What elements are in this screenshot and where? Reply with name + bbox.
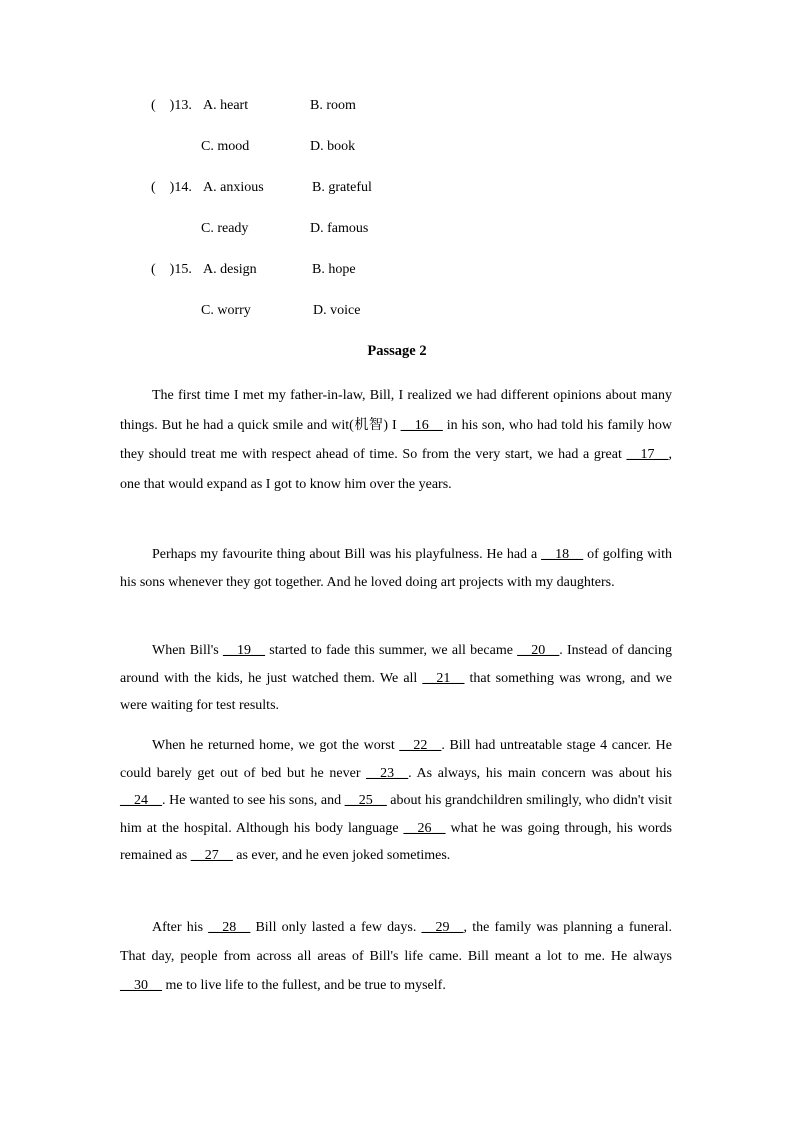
paragraph-text: as ever, and he even joked sometimes. xyxy=(232,848,451,863)
paragraph-text: Bill only lasted a few days. xyxy=(250,920,422,935)
blank-21[interactable]: __21__ xyxy=(422,670,465,686)
blank-26[interactable]: __26__ xyxy=(403,820,446,836)
question-14-option-b[interactable]: B. grateful xyxy=(312,180,372,195)
passage-paragraph-3 xyxy=(120,637,672,720)
paragraph-text: , the family was planning a funeral. That day, people from across all areas of Bill's life came. Bill meant a lot to me. He always xyxy=(120,920,672,964)
blank-30[interactable]: __30__ xyxy=(120,978,162,993)
paragraph-text: Perhaps my favourite thing about Bill was his playfulness. He had a xyxy=(152,547,542,562)
paragraph-text: When he returned home, we got the worst xyxy=(152,738,400,753)
paragraph-text: me to live life to the fullest, and be true to myself. xyxy=(162,978,446,993)
question-13-option-a[interactable]: A. heart xyxy=(203,98,249,113)
question-14-option-c[interactable]: C. ready xyxy=(201,221,249,236)
question-15-option-a[interactable]: A. design xyxy=(203,262,257,277)
paragraph-text: . Instead of dancing around with the kids, he just watched them. We all xyxy=(120,643,672,686)
paragraph-text: When Bill's xyxy=(152,643,223,658)
passage-paragraph-2 xyxy=(120,541,672,596)
blank-20[interactable]: __20__ xyxy=(517,643,560,658)
passage-paragraph-4 xyxy=(120,732,672,870)
paragraph-text: about his grandchildren smilingly, who didn't visit him at the hospital. Although his body language xyxy=(120,793,673,836)
blank-22[interactable]: __22__ xyxy=(399,738,442,753)
question-13-option-d[interactable]: D. book xyxy=(310,139,356,154)
paragraph-text: . Bill had untreatable stage 4 cancer. He could barely get out of bed but he never xyxy=(120,738,672,781)
paragraph-text: started to fade this summer, we all became xyxy=(264,643,518,658)
question-15-option-c[interactable]: C. worry xyxy=(201,303,251,318)
blank-25[interactable]: __25__ xyxy=(344,793,387,808)
paragraph-text: that something was wrong, and we were waiting for test results. xyxy=(120,670,672,713)
paragraph-text: . As always, his main concern was about his xyxy=(408,765,672,781)
paragraph-text: of golfing with his sons whenever they got together. And he loved doing art projects with my daughters. xyxy=(120,547,672,590)
question-13-option-b[interactable]: B. room xyxy=(310,98,356,113)
passage-paragraph-1 xyxy=(120,381,672,499)
paragraph-text: what he was going through, his words remained as xyxy=(120,820,672,863)
question-13-number: ( )13. xyxy=(151,98,192,113)
blank-24[interactable]: __24__ xyxy=(120,793,162,808)
passage-paragraph-5 xyxy=(120,913,672,1000)
question-15-number: ( )15. xyxy=(151,262,192,277)
paragraph-text: , one that would expand as I got to know him over the years. xyxy=(120,447,672,492)
blank-28[interactable]: __28__ xyxy=(208,920,251,935)
blank-19[interactable]: __19__ xyxy=(222,643,265,658)
question-14-option-d[interactable]: D. famous xyxy=(310,221,369,236)
paragraph-text: in his son, who had told his family how they should treat me with respect ahead of time. So from the very start, we had a great xyxy=(120,417,672,462)
paragraph-text: . He wanted to see his sons, and xyxy=(162,793,345,808)
blank-18[interactable]: __18__ xyxy=(541,547,584,562)
passage-title: Passage 2 xyxy=(367,343,427,359)
blank-29[interactable]: __29__ xyxy=(421,920,464,935)
question-13-option-c[interactable]: C. mood xyxy=(201,139,250,154)
blank-23[interactable]: __23__ xyxy=(366,765,409,781)
paragraph-text: After his xyxy=(152,920,209,935)
paragraph-text: The first time I met my father-in-law, Bill, I realized we had different opinions about many things. But he had a quick smile and wit(机智) I xyxy=(120,388,672,433)
blank-17[interactable]: __17__ xyxy=(626,447,669,462)
question-14-option-a[interactable]: A. anxious xyxy=(203,180,264,195)
blank-27[interactable]: __27__ xyxy=(190,848,233,863)
question-15-option-d[interactable]: D. voice xyxy=(313,303,361,318)
blank-16[interactable]: __16__ xyxy=(400,417,443,433)
question-15-option-b[interactable]: B. hope xyxy=(312,262,356,277)
question-14-number: ( )14. xyxy=(151,180,192,195)
